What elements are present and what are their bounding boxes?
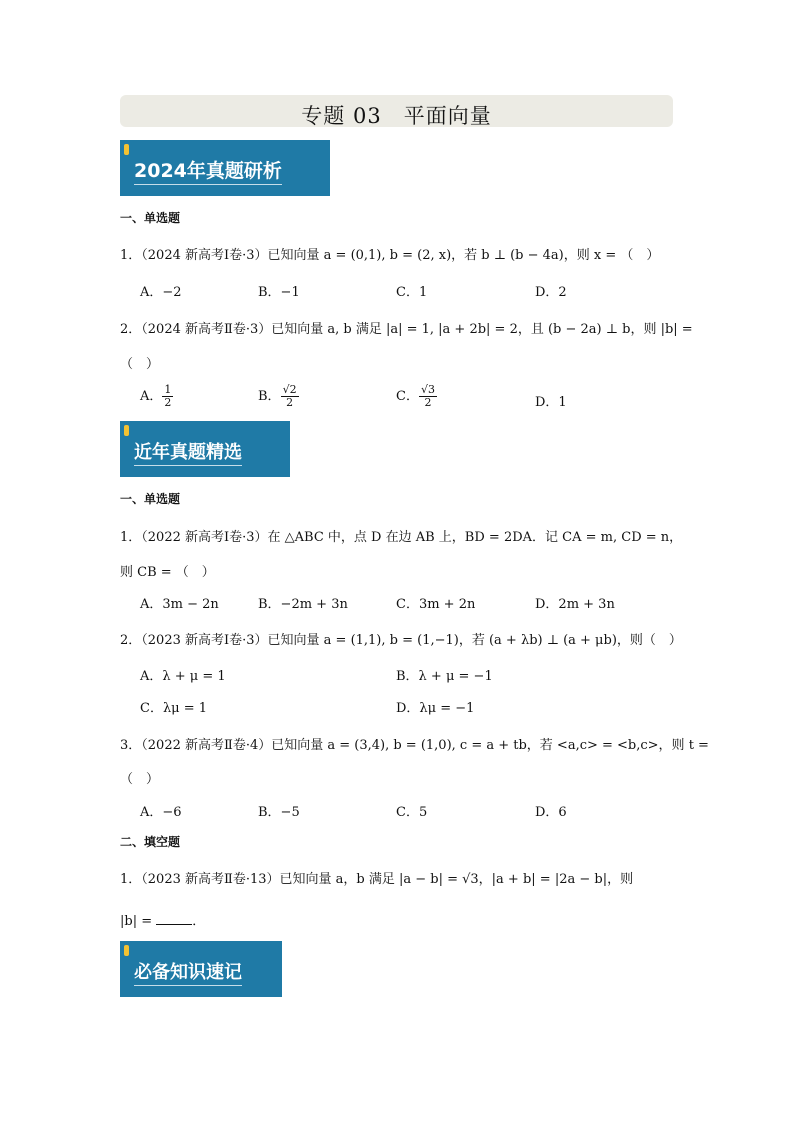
banner-notch bbox=[124, 425, 129, 436]
option-b: B．λ + μ = −1 bbox=[396, 669, 493, 684]
fill-question-1-cont bbox=[120, 910, 205, 929]
banner-text: 2024年真题研析 bbox=[134, 156, 282, 185]
option-b: B．−2m + 3n bbox=[258, 597, 348, 612]
banner-text: 必备知识速记 bbox=[134, 958, 242, 986]
answer-blank[interactable] bbox=[156, 924, 192, 925]
option-c: C．5 bbox=[396, 805, 428, 820]
option-c: C．3m + 2n bbox=[396, 597, 476, 612]
banner-notch bbox=[124, 945, 129, 956]
option-d: D．2 bbox=[535, 285, 567, 300]
fill-question-1: 1．（2023 新高考Ⅱ卷·13）已知向量 a，b 满足 |a − b| = √3，|a + b| = |2a − b|，则 bbox=[120, 872, 634, 887]
banner-recent-selection bbox=[120, 421, 290, 477]
option-b bbox=[258, 384, 299, 409]
option-a bbox=[140, 384, 173, 409]
option-d: D．2m + 3n bbox=[535, 597, 615, 612]
question-2: 2．（2023 新高考Ⅰ卷·3）已知向量 a = (1,1), b = (1,−1)，若 (a + λb) ⊥ (a + μb)，则（ ） bbox=[120, 633, 682, 648]
banner-key-knowledge bbox=[120, 941, 282, 997]
question-3-cont: （ ） bbox=[120, 772, 160, 787]
question-3: 3．（2022 新高考Ⅱ卷·4）已知向量 a = (3,4), b = (1,0), c = a + tb，若 <a,c> = <b,c>，则 t = bbox=[120, 738, 709, 753]
fraction: $\frac{√2}{2}$ bbox=[282, 383, 297, 409]
option-a: A．3m − 2n bbox=[140, 597, 219, 612]
option-d: D．6 bbox=[535, 805, 567, 820]
fraction: $\frac{√3}{2}$ bbox=[420, 383, 435, 409]
banner-2024-review bbox=[120, 140, 330, 196]
option-a: A．λ + μ = 1 bbox=[140, 669, 226, 684]
option-c: C．1 bbox=[396, 285, 428, 300]
option-label: B． bbox=[258, 389, 281, 404]
option-c: C．λμ = 1 bbox=[140, 701, 208, 716]
option-b: B．−1 bbox=[258, 285, 300, 300]
banner-notch bbox=[124, 144, 129, 155]
option-a: A．−6 bbox=[140, 805, 182, 820]
question-1: 1．（2024 新高考Ⅰ卷·3）已知向量 a = (0,1), b = (2, x)，若 b ⊥ (b − 4a)，则 x = （ ） bbox=[120, 248, 660, 263]
option-a: A．−2 bbox=[140, 285, 182, 300]
question-2-cont: （ ） bbox=[120, 357, 160, 372]
option-c bbox=[396, 384, 437, 409]
option-d: D．1 bbox=[535, 395, 567, 410]
option-b: B．−5 bbox=[258, 805, 300, 820]
option-label: A． bbox=[140, 389, 163, 404]
banner-text: 近年真题精选 bbox=[134, 438, 242, 466]
fill-prefix: |b| = bbox=[120, 914, 157, 929]
fraction: $\frac{1}{2}$ bbox=[164, 383, 172, 409]
section-heading: 一、单选题 bbox=[120, 211, 181, 225]
option-d: D．λμ = −1 bbox=[396, 701, 475, 716]
fill-suffix: ． bbox=[192, 914, 206, 929]
question-1: 1．（2022 新高考Ⅰ卷·3）在 △ABC 中，点 D 在边 AB 上，BD = 2DA．记 CA = m, CD = n， bbox=[120, 530, 683, 545]
page-title: 专题 03 平面向量 bbox=[301, 104, 492, 128]
question-2: 2．（2024 新高考Ⅱ卷·3）已知向量 a, b 满足 |a| = 1, |a + 2b| = 2，且 (b − 2a) ⊥ b，则 |b| = bbox=[120, 322, 693, 337]
option-label: C． bbox=[396, 389, 419, 404]
section-heading: 二、填空题 bbox=[120, 835, 181, 849]
section-heading: 一、单选题 bbox=[120, 492, 181, 506]
question-1-cont: 则 CB = （ ） bbox=[120, 565, 215, 580]
